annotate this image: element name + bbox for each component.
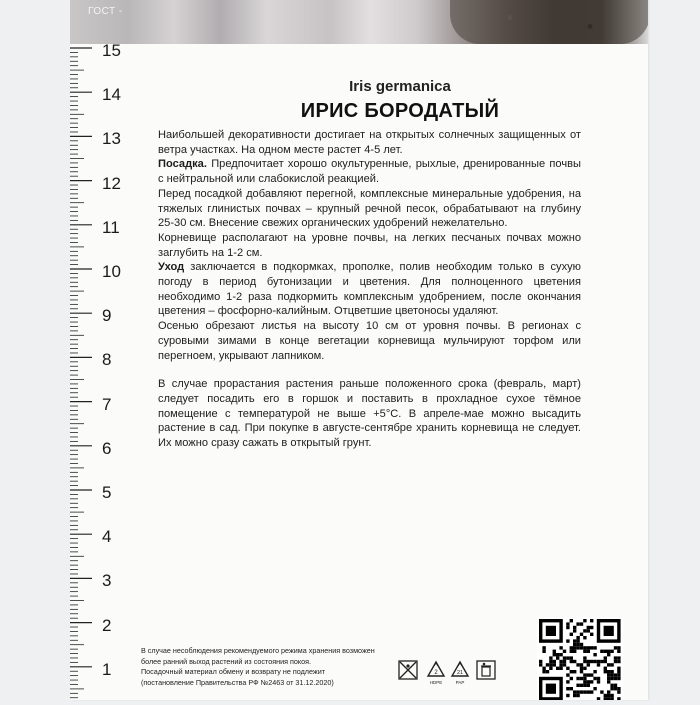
care-text: заключается в подкормках, прополке, полив необходим только в сухую погоду в период бутонизации и цветения. Для полноценного цветения необходимо 1-2 раза подкормить комплексным удобрением, после окончания цветения – фосфорно-калийным. Отцветшие цветоносы удаляют. bbox=[158, 261, 581, 318]
storage-line: (постановление Правительства РФ №2463 от 31.12.2020) bbox=[141, 677, 334, 687]
ruler-number: 3 bbox=[102, 571, 112, 591]
paragraph-location: Наибольшей декоративности достигает на открытых солнечных защищенных от ветра участках. На одном месте растет 4-5 лет. bbox=[158, 129, 581, 156]
storage-note bbox=[141, 646, 401, 688]
ruler-number: 8 bbox=[102, 350, 112, 370]
recycle-pap-icon bbox=[450, 660, 470, 685]
measurement-ruler bbox=[70, 38, 150, 700]
ruler-number: 10 bbox=[102, 262, 121, 281]
trash-bin-icon bbox=[476, 660, 496, 682]
ruler-number: 15 bbox=[102, 41, 121, 60]
ruler-number: 1 bbox=[102, 659, 112, 679]
svg-text:21: 21 bbox=[456, 670, 464, 676]
paragraph-autumn: Осенью обрезают листья на высоту 10 см от уровня почвы. В регионах с суровыми зимами в конце вегетации корневища мульчируют торфом или перегноем, укрывают лапником. bbox=[158, 320, 581, 362]
ruler-number: 5 bbox=[102, 483, 112, 502]
care-label: Уход bbox=[158, 261, 185, 274]
paragraph-planting bbox=[158, 157, 581, 186]
ruler-number: 2 bbox=[102, 615, 112, 635]
gost-label: ГОСТ - bbox=[88, 6, 123, 17]
ruler-number: 6 bbox=[102, 438, 112, 458]
ruler-number: 11 bbox=[102, 217, 120, 237]
paragraph-soil-prep: Перед посадкой добавляют перегной, комплексные минеральные удобрения, на тяжелых глинистых почвах – крупный речной песок, обрабатывают на глубину 25-30 см. Внесение свежих органических удобрений нежелательно. bbox=[158, 187, 581, 230]
paragraph-rhizome: Корневище располагают на уровне почвы, на легких песчаных почвах можно заглубить на 1-2 см. bbox=[158, 231, 581, 259]
icon-caption: HDPE bbox=[429, 680, 443, 685]
product-title: ИРИС БОРОДАТЫЙ bbox=[300, 100, 500, 122]
planting-label: Посадка. bbox=[158, 158, 207, 171]
soil-photo bbox=[450, 0, 648, 44]
product-photo-strip bbox=[70, 0, 648, 44]
ruler-number: 9 bbox=[102, 306, 112, 326]
latin-name: Iris germanica bbox=[349, 78, 451, 95]
ruler-number: 13 bbox=[102, 129, 121, 149]
ruler-number: 7 bbox=[102, 394, 112, 414]
storage-line: В случае несоблюдения рекомендуемого режима хранения возможен bbox=[141, 646, 375, 655]
disposal-icons bbox=[398, 660, 498, 684]
paragraph-care bbox=[158, 260, 581, 319]
recycle-hdpe-icon bbox=[426, 660, 446, 685]
ruler-number: 4 bbox=[102, 527, 112, 547]
care-instructions bbox=[158, 128, 581, 451]
ruler-number: 12 bbox=[102, 173, 121, 193]
icon-caption: PAP bbox=[455, 680, 465, 685]
qr-code[interactable] bbox=[537, 618, 623, 700]
no-littering-icon bbox=[398, 660, 418, 682]
svg-text:2: 2 bbox=[434, 670, 438, 676]
ruler-number: 14 bbox=[102, 85, 121, 105]
storage-line: Посадочный материал обмену и возврату не подлежит bbox=[141, 667, 326, 676]
planting-text: Предпочитает хорошо окультуренные, рыхлые, дренированные почвы с нейтральной или слабокислой реакцией. bbox=[158, 158, 581, 186]
storage-line: более ранний выход растений из состояния покоя. bbox=[141, 656, 311, 666]
paragraph-early-sprout: В случае прорастания растения раньше положенного срока (февраль, март) следует посадить его в горшок и поставить в прохладное сухое тёмное помещение с температурой не выше +5°С. В апреле-мае можно высадить растение в сад. При покупке в августе-сентябре хранить корневища не следует. Их можно сразу сажать в открытый грунт. bbox=[158, 378, 581, 450]
